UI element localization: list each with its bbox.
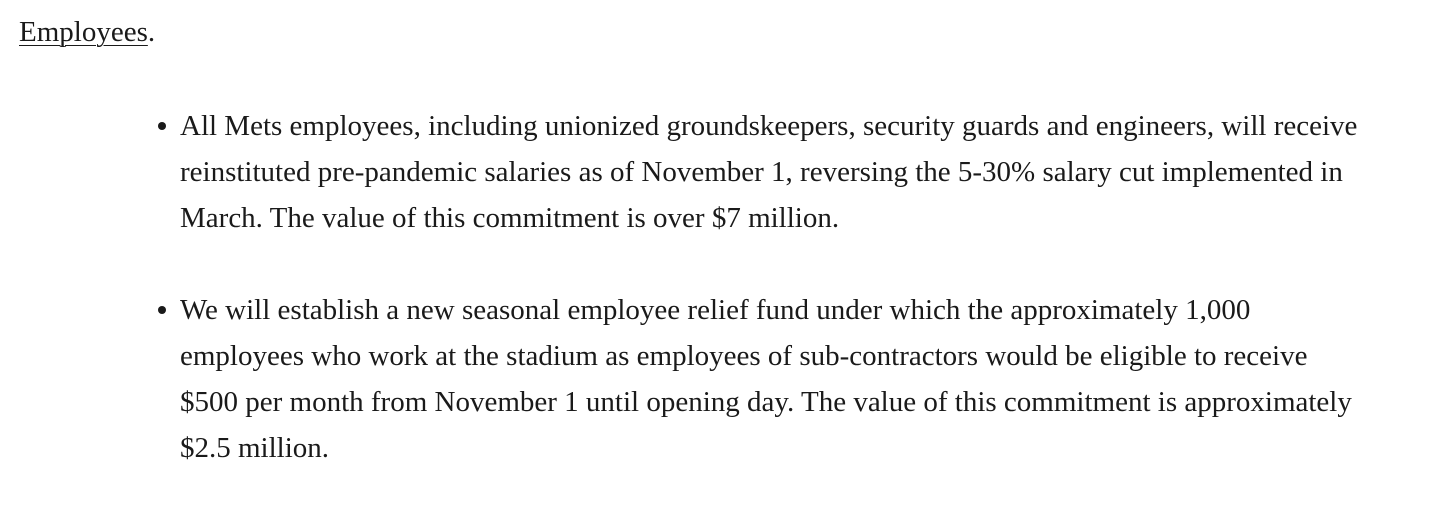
section-heading xyxy=(19,12,155,52)
bullet-item-salaries xyxy=(180,103,1444,241)
bullet-line: employees who work at the stadium as employees of sub-contractors would be eligible to receive xyxy=(180,340,1308,372)
bullet-line: $2.5 million. xyxy=(180,432,330,464)
bullet-dot-icon xyxy=(158,306,166,314)
bullet-line: All Mets employees, including unionized groundskeepers, security guards and engineers, will receive xyxy=(180,110,1358,142)
bullet-line: We will establish a new seasonal employee relief fund under which the approximately 1,000 xyxy=(180,294,1251,326)
bullet-item-relief-fund xyxy=(180,287,1444,471)
bullet-line: reinstituted pre-pandemic salaries as of November 1, reversing the 5-30% salary cut implemented in xyxy=(180,156,1343,188)
section-heading-period: . xyxy=(147,16,156,48)
section-heading-text: Employees xyxy=(19,16,148,48)
bullet-line: $500 per month from November 1 until opening day. The value of this commitment is approximately xyxy=(180,386,1352,418)
bullet-dot-icon xyxy=(158,122,166,130)
bullet-line: March. The value of this commitment is over $7 million. xyxy=(180,202,840,234)
